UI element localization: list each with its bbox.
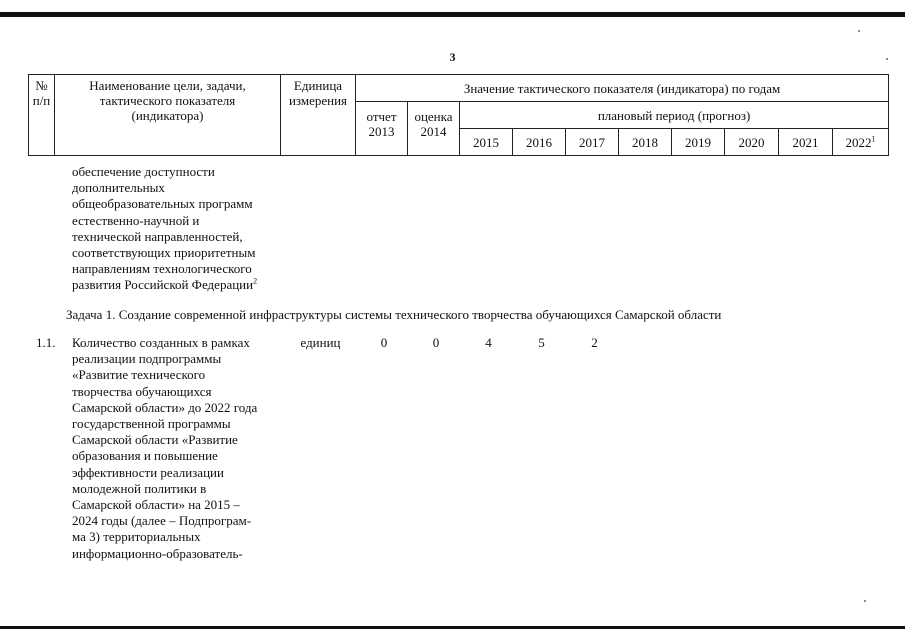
year-header: 2017 xyxy=(566,129,619,156)
row-number: 1.1. xyxy=(36,335,56,350)
scan-speck xyxy=(858,30,860,32)
indicator-table-header xyxy=(28,74,889,156)
bottom-border-rule xyxy=(0,626,905,629)
year-header-2022: 2022$^1$ xyxy=(833,129,889,156)
year-header: 2018 xyxy=(619,129,672,156)
year-header: 2021 xyxy=(779,129,833,156)
task-heading: Задача 1. Создание современной инфраструктуры системы технического творчества обучающихся Самарской области xyxy=(66,307,722,322)
unit-cell: единиц xyxy=(300,335,341,350)
report-2013-header: отчет 2013 xyxy=(356,102,408,156)
column-name-header: Наименование цели, задачи, тактического показателя (индикатора) xyxy=(55,75,281,156)
footnote-marker: 2 xyxy=(253,277,258,287)
value-cell-2015: 4 xyxy=(485,335,492,350)
year-header: 2015 xyxy=(460,129,513,156)
column-number-header: № п/п xyxy=(29,75,55,156)
indicator-description: Количество созданных в рамках реализации подпрограммы «Развитие технического творчества обучающихся Самарской области» до 2022 года государственной программы Самарской области «Развитие образования и повышение эффективности реализации молодежной политики в Самарской области» на 2015 – 2024 годы (далее – Подпрограм- ма 3) территориальных информационно-образователь- xyxy=(72,335,258,561)
value-cell-2013: 0 xyxy=(380,335,388,350)
year-header: 2019 xyxy=(672,129,725,156)
year-header: 2020 xyxy=(725,129,779,156)
estimate-2014-header: оценка 2014 xyxy=(408,102,460,156)
column-unit-header: Единица измерения xyxy=(281,75,356,156)
planned-period-header: плановый период (прогноз) xyxy=(460,102,889,129)
values-by-year-header: Значение тактического показателя (индикатора) по годам xyxy=(356,75,889,102)
footnote-marker: 1 xyxy=(871,134,876,144)
top-border-rule xyxy=(0,12,905,17)
value-cell-2016: 5 xyxy=(538,335,545,350)
value-cell-2014: 0 xyxy=(432,335,440,350)
goal-text: обеспечение доступности дополнительных общеобразовательных программ естественно-научной и технической направленностей, соответствующих приоритетным направлениям технологического развития Российской Федерации$^2$ xyxy=(72,164,258,293)
scan-speck xyxy=(864,600,866,602)
value-cell-2017: 2 xyxy=(591,335,598,350)
page-number: 3 xyxy=(449,50,456,64)
year-header: 2016 xyxy=(513,129,566,156)
